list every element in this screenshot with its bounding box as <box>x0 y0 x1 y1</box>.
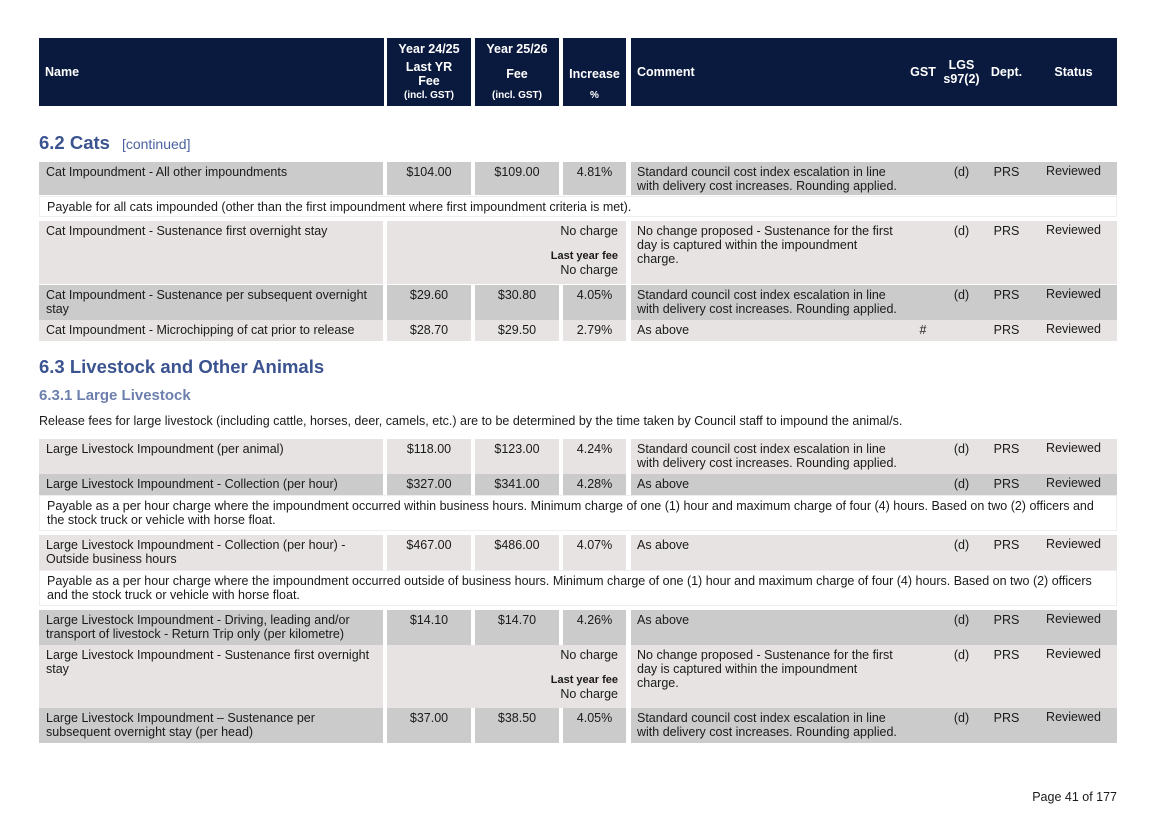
table-row <box>39 162 1117 195</box>
last-year-fee-text: No charge <box>560 263 618 277</box>
row-increase: 4.05% <box>563 285 626 320</box>
row-note: Payable as a per hour charge where the impoundment occurred outside of business hours. Minimum charge of one (1) hour and maximum charge of four (4) hours. Based on two (2) officers and the stock truck or vehicle with horse float. <box>39 570 1117 606</box>
row-gst <box>906 645 940 708</box>
row-gst <box>906 285 940 320</box>
row-name: Large Livestock Impoundment (per animal) <box>39 439 383 474</box>
table-row <box>39 439 1117 474</box>
row-status: Reviewed <box>1030 285 1117 320</box>
header-last-year <box>387 38 471 106</box>
section-title-cats <box>39 132 190 154</box>
header-gst <box>906 38 940 106</box>
row-lgs: (d) <box>940 162 983 195</box>
table-row <box>39 535 1117 570</box>
row-dept: PRS <box>983 285 1030 320</box>
row-name: Large Livestock Impoundment – Sustenance per subsequent overnight stay (per head) <box>39 708 383 743</box>
row-comment: As above <box>631 474 906 495</box>
last-year-fee-text: No charge <box>560 687 618 701</box>
row-fee: $30.80 <box>475 285 559 320</box>
header-name <box>39 38 384 106</box>
row-lgs: (d) <box>940 708 983 743</box>
header-gst-label: GST <box>910 65 936 79</box>
row-dept: PRS <box>983 708 1030 743</box>
row-status: Reviewed <box>1030 535 1117 570</box>
table-row <box>39 610 1117 645</box>
row-last-year-fee: $14.10 <box>387 610 471 645</box>
row-status: Reviewed <box>1030 645 1117 708</box>
row-last-year-fee: $29.60 <box>387 285 471 320</box>
row-dept: PRS <box>983 535 1030 570</box>
row-name: Large Livestock Impoundment - Collection (per hour) - Outside business hours <box>39 535 383 570</box>
row-comment: As above <box>631 535 906 570</box>
row-gst <box>906 162 940 195</box>
header-comment <box>631 38 906 106</box>
row-last-year-fee: $467.00 <box>387 535 471 570</box>
row-fee-text: No charge <box>560 648 618 662</box>
row-status: Reviewed <box>1030 439 1117 474</box>
header-increase-sub: % <box>590 90 599 101</box>
row-comment: No change proposed - Sustenance for the first day is captured within the impoundment charge. <box>631 221 906 284</box>
row-last-year-fee: $118.00 <box>387 439 471 474</box>
row-lgs: (d) <box>940 285 983 320</box>
row-dept: PRS <box>983 474 1030 495</box>
row-gst <box>906 474 940 495</box>
last-year-fee-label: Last year fee <box>550 674 618 686</box>
row-gst <box>906 610 940 645</box>
row-increase: 4.24% <box>563 439 626 474</box>
table-row <box>39 285 1117 320</box>
header-increase-label: Increase <box>569 67 620 81</box>
row-lgs: (d) <box>940 645 983 708</box>
section-title-livestock: 6.3 Livestock and Other Animals <box>39 356 325 377</box>
header-lgs-label: LGS s97(2) <box>943 58 980 86</box>
table-row <box>39 320 1117 341</box>
row-gst <box>906 535 940 570</box>
table-row <box>39 474 1117 495</box>
row-lgs: (d) <box>940 474 983 495</box>
header-status <box>1030 38 1117 106</box>
continued-label: [continued] <box>121 136 191 152</box>
row-status: Reviewed <box>1030 610 1117 645</box>
header-status-label: Status <box>1054 65 1093 79</box>
last-year-fee-label: Last year fee <box>550 250 618 262</box>
row-last-year-fee: $104.00 <box>387 162 471 195</box>
row-lgs <box>940 320 983 341</box>
header-last-year-sub: (incl. GST) <box>404 90 454 101</box>
row-fee: $38.50 <box>475 708 559 743</box>
page-number: Page 41 of 177 <box>1032 790 1117 804</box>
header-fee-label: Fee <box>506 67 528 81</box>
row-name: Large Livestock Impoundment - Collection (per hour) <box>39 474 383 495</box>
row-last-year-fee: $327.00 <box>387 474 471 495</box>
header-dept-label: Dept. <box>990 65 1023 79</box>
row-fee-no-charge <box>387 645 626 708</box>
row-increase: 4.81% <box>563 162 626 195</box>
header-fee-sub: (incl. GST) <box>492 90 542 101</box>
row-fee: $341.00 <box>475 474 559 495</box>
row-gst <box>906 221 940 284</box>
row-name: Cat Impoundment - Sustenance per subsequent overnight stay <box>39 285 383 320</box>
header-comment-label: Comment <box>637 65 695 79</box>
row-name: Cat Impoundment - Microchipping of cat prior to release <box>39 320 383 341</box>
row-dept: PRS <box>983 221 1030 284</box>
row-dept: PRS <box>983 162 1030 195</box>
row-last-year-fee: $37.00 <box>387 708 471 743</box>
row-lgs: (d) <box>940 535 983 570</box>
row-dept: PRS <box>983 320 1030 341</box>
header-name-label: Name <box>45 65 80 79</box>
row-fee-no-charge <box>387 221 626 284</box>
row-lgs: (d) <box>940 221 983 284</box>
row-fee: $29.50 <box>475 320 559 341</box>
table-row <box>39 221 1117 284</box>
header-lgs <box>940 38 983 106</box>
row-note: Payable as a per hour charge where the impoundment occurred within business hours. Minimum charge of one (1) hour and maximum charge of four (4) hours. Based on two (2) officers and the stock truck or vehicle with horse float. <box>39 495 1117 531</box>
row-name: Large Livestock Impoundment - Sustenance first overnight stay <box>39 645 383 708</box>
row-increase: 4.05% <box>563 708 626 743</box>
row-fee: $123.00 <box>475 439 559 474</box>
header-fee <box>475 38 559 106</box>
row-comment: Standard council cost index escalation in line with delivery cost increases. Rounding applied. <box>631 439 906 474</box>
row-status: Reviewed <box>1030 162 1117 195</box>
header-last-year-label: Last YR Fee <box>405 60 453 88</box>
section-title-cats-text: 6.2 Cats <box>39 132 110 153</box>
row-increase: 4.26% <box>563 610 626 645</box>
row-comment: Standard council cost index escalation in line with delivery cost increases. Rounding applied. <box>631 162 906 195</box>
row-gst <box>906 708 940 743</box>
row-comment: As above <box>631 320 906 341</box>
row-fee: $109.00 <box>475 162 559 195</box>
row-gst <box>906 439 940 474</box>
row-dept: PRS <box>983 439 1030 474</box>
row-name: Cat Impoundment - All other impoundments <box>39 162 383 195</box>
row-status: Reviewed <box>1030 221 1117 284</box>
row-status: Reviewed <box>1030 320 1117 341</box>
row-lgs: (d) <box>940 610 983 645</box>
table-row <box>39 645 1117 708</box>
row-dept: PRS <box>983 610 1030 645</box>
row-comment: No change proposed - Sustenance for the first day is captured within the impoundment charge. <box>631 645 906 708</box>
row-dept: PRS <box>983 645 1030 708</box>
row-increase: 2.79% <box>563 320 626 341</box>
row-fee: $486.00 <box>475 535 559 570</box>
row-increase: 4.07% <box>563 535 626 570</box>
header-last-year-year: Year 24/25 <box>398 42 460 56</box>
header-dept <box>983 38 1030 106</box>
row-name: Cat Impoundment - Sustenance first overnight stay <box>39 221 383 284</box>
row-status: Reviewed <box>1030 474 1117 495</box>
table-header <box>39 38 1117 106</box>
row-comment: As above <box>631 610 906 645</box>
row-last-year-fee: $28.70 <box>387 320 471 341</box>
row-comment: Standard council cost index escalation in line with delivery cost increases. Rounding applied. <box>631 285 906 320</box>
row-status: Reviewed <box>1030 708 1117 743</box>
subsection-title-large-livestock: 6.3.1 Large Livestock <box>39 387 191 404</box>
row-fee: $14.70 <box>475 610 559 645</box>
section-intro: Release fees for large livestock (including cattle, horses, deer, camels, etc.) are to be determined by the time taken by Council staff to impound the animal/s. <box>39 414 903 428</box>
row-fee-text: No charge <box>560 224 618 238</box>
header-increase <box>563 38 626 106</box>
row-name: Large Livestock Impoundment - Driving, leading and/or transport of livestock - Return Trip only (per kilometre) <box>39 610 383 645</box>
row-note: Payable for all cats impounded (other than the first impoundment where first impoundment criteria is met). <box>39 196 1117 217</box>
header-fee-year: Year 25/26 <box>486 42 548 56</box>
table-row <box>39 708 1117 743</box>
row-lgs: (d) <box>940 439 983 474</box>
row-gst: # <box>906 320 940 341</box>
row-increase: 4.28% <box>563 474 626 495</box>
row-comment: Standard council cost index escalation in line with delivery cost increases. Rounding applied. <box>631 708 906 743</box>
